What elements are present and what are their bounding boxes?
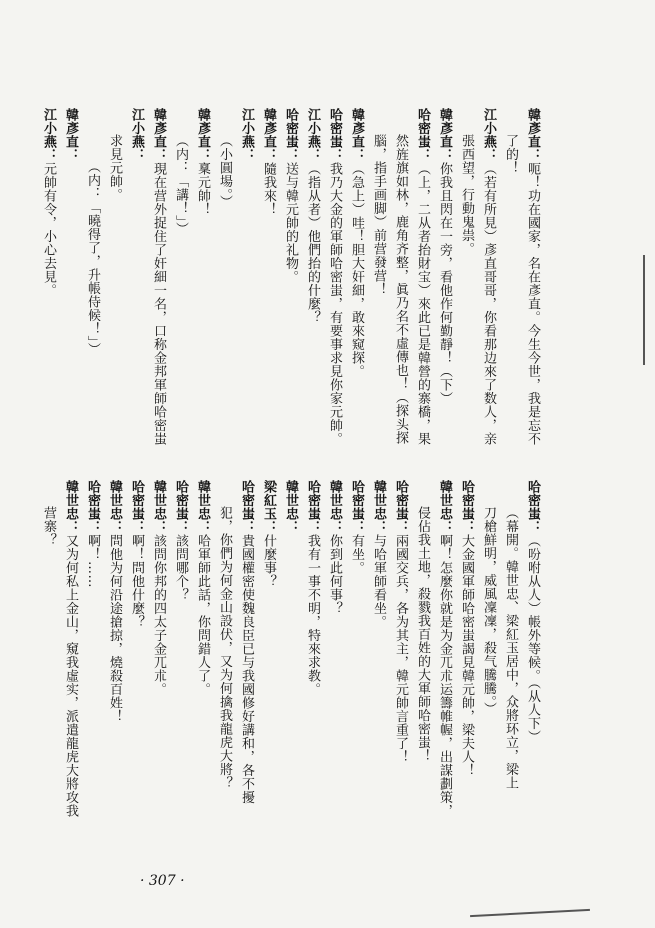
dialogue-text: 現在营外捉住了奸細一名，口称金邦軍師哈密蚩: [151, 162, 166, 446]
script-line: [323, 480, 345, 860]
dialogue-text: 兩國交兵，各为其主，韓元帥言重了！: [393, 534, 408, 764]
script-line: [345, 108, 367, 498]
dialogue-text: 啊！……: [85, 534, 100, 588]
speaker-name: 韓彥直：: [261, 108, 276, 162]
script-line: [147, 480, 169, 860]
dialogue-text: （指从者）他們抬的什麼？: [305, 162, 320, 324]
speaker-name: 韓世忠：: [327, 480, 342, 534]
script-top-section: [37, 108, 543, 498]
speaker-name: 韓彥直：: [151, 108, 166, 162]
script-line: [499, 108, 521, 498]
script-line: [521, 108, 543, 498]
dialogue-text: 侵佔我土地，殺戮我百姓的大軍師哈密蚩！: [415, 506, 430, 763]
script-line: [301, 108, 323, 498]
speaker-name: 江小燕：: [239, 108, 254, 162]
dialogue-text: （吩咐从人）帳外等候。（从人下）: [525, 534, 540, 744]
script-line: [103, 108, 125, 498]
dialogue-text: 你我且閃在一旁，看他作何勤靜！（下）: [437, 162, 452, 405]
dialogue-text: （若有所見）彥直哥哥，你看那边來了数人，亲: [481, 162, 496, 446]
script-line: [521, 480, 543, 860]
speaker-name: 江小燕：: [41, 108, 56, 162]
script-line: [499, 480, 521, 860]
script-line: [433, 480, 455, 860]
script-line: [367, 108, 389, 498]
speaker-name: 哈密蚩：: [349, 480, 364, 534]
script-line: [455, 480, 477, 860]
dialogue-text: 了的！: [503, 134, 518, 175]
speaker-name: 韓世忠：: [437, 480, 452, 534]
dialogue-text: 啊！怎麼你就是为金兀朮运籌帷幄，出謀劃策，: [437, 534, 452, 818]
script-line: [323, 108, 345, 498]
script-line: [279, 108, 301, 498]
script-line: [37, 108, 59, 498]
dialogue-text: 哈軍師此話，你問錯人了。: [195, 534, 210, 696]
script-bottom-section: [37, 480, 543, 860]
script-line: [125, 108, 147, 498]
script-line: [367, 480, 389, 860]
dialogue-text: （上，二从者抬財宝）來此已是韓營的寨橋，果: [415, 162, 430, 446]
script-line: [389, 480, 411, 860]
speaker-name: 江小燕：: [305, 108, 320, 162]
speaker-name: 韓世忠：: [371, 480, 386, 534]
speaker-name: 江小燕：: [481, 108, 496, 162]
speaker-name: 哈密蚩：: [415, 108, 430, 162]
script-line: [169, 480, 191, 860]
speaker-name: 哈密蚩：: [173, 480, 188, 534]
script-line: [81, 108, 103, 498]
dialogue-text: 啊！問他什麼？: [129, 534, 144, 629]
speaker-name: 哈密蚩：: [239, 480, 254, 534]
speaker-name: 韓彥直：: [63, 108, 78, 162]
page-number: · 307 ·: [140, 873, 185, 889]
dialogue-text: 又为何私上金山，窺我虛实，派遣龍虎大將攻我: [63, 534, 78, 818]
dialogue-text: 張西望，行動鬼祟。: [459, 134, 474, 256]
script-line: [59, 480, 81, 860]
script-line: [59, 108, 81, 498]
speaker-name: 哈密蚩：: [327, 108, 342, 162]
speaker-name: 韓彥直：: [195, 108, 210, 162]
dialogue-text: 該問哪个？: [173, 534, 188, 602]
script-line: [477, 480, 499, 860]
script-line: [411, 108, 433, 498]
script-line: [191, 480, 213, 860]
dialogue-text: 稟元帥！: [195, 162, 210, 216]
script-line: [389, 108, 411, 498]
script-line: [81, 480, 103, 860]
dialogue-text: （内：「講！」）: [173, 134, 188, 236]
script-line: [213, 480, 235, 860]
dialogue-text: 送与韓元帥的礼物。: [283, 162, 298, 284]
speaker-name: 韓彥直：: [437, 108, 452, 162]
script-line: [213, 108, 235, 498]
dialogue-text: 你到此何事？: [327, 534, 342, 615]
script-line: [125, 480, 147, 860]
dialogue-text: （内：「曉得了，升帳侍候！」）: [85, 160, 100, 356]
script-line: [257, 480, 279, 860]
dialogue-text: 什麼事？: [261, 534, 276, 588]
dialogue-text: 貴國權密使魏良臣已与我國修好講和，各不擾: [239, 534, 254, 804]
dialogue-text: 呃！功在國家，名在彥直。今生今世，我是忘不: [525, 162, 540, 446]
script-line: [103, 480, 125, 860]
speaker-name: 韓世忠：: [151, 480, 166, 534]
script-line: [279, 480, 301, 860]
dialogue-text: 与哈軍師看坐。: [371, 534, 386, 629]
script-line: [169, 108, 191, 498]
dialogue-text: （小圓場。）: [217, 134, 232, 209]
dialogue-text: 求見元帥。: [107, 134, 122, 202]
speaker-name: 韓彥直：: [349, 108, 364, 162]
script-line: [191, 108, 213, 498]
speaker-name: 哈密蚩：: [129, 480, 144, 534]
script-line: [477, 108, 499, 498]
speaker-name: 哈密蚩：: [85, 480, 100, 534]
scan-artifact-edge: [643, 255, 645, 365]
script-line: [433, 108, 455, 498]
script-line: [257, 108, 279, 498]
speaker-name: 哈密蚩：: [393, 480, 408, 534]
speaker-name: 韓世忠：: [63, 480, 78, 534]
dialogue-text: 大金國軍師哈密蚩謁見韓元帥，梁夫人！: [459, 534, 474, 777]
speaker-name: 韓世忠：: [107, 480, 122, 534]
speaker-name: 哈密蚩：: [283, 108, 298, 162]
speaker-name: 韓彥直：: [525, 108, 540, 162]
script-line: [411, 480, 433, 860]
speaker-name: 江小燕：: [129, 108, 144, 162]
script-line: [345, 480, 367, 860]
dialogue-text: 問他为何沿途搶掠，燒殺百姓！: [107, 534, 122, 723]
speaker-name: 哈密蚩：: [525, 480, 540, 534]
script-line: [235, 480, 257, 860]
script-line: [235, 108, 257, 498]
dialogue-text: 然旌旗如林，鹿角齐整，眞乃名不虛傳也！（探头探: [393, 134, 408, 445]
dialogue-text: 該問你邦的四太子金兀朮。: [151, 534, 166, 696]
speaker-name: 韓世忠：: [283, 480, 298, 534]
dialogue-text: （急上）哇！胆大奸細，敢來窥探。: [349, 162, 364, 378]
dialogue-text: 我有一事不明，特來求教。: [305, 534, 320, 696]
dialogue-text: 我乃大金的軍師哈密蚩，有要事求見你家元帥。: [327, 162, 342, 446]
script-line: [301, 480, 323, 860]
dialogue-text: 有坐。: [349, 534, 364, 575]
dialogue-text: 犯，你們为何金山設伏，又为何擒我龍虎大將？: [217, 506, 232, 790]
speaker-name: 哈密蚩：: [305, 480, 320, 534]
script-line: [37, 480, 59, 860]
speaker-name: 梁紅玉：: [261, 480, 276, 534]
dialogue-text: 营寨？: [41, 506, 56, 547]
dialogue-text: 腦，指手画脚）前营發营！: [371, 134, 386, 296]
script-line: [147, 108, 169, 498]
speaker-name: 哈密蚩：: [459, 480, 474, 534]
dialogue-text: 隨我來！: [261, 162, 276, 216]
dialogue-text: 刀槍鮮明，威風凜凜，殺气騰騰。）: [481, 506, 496, 716]
scan-artifact-line: [470, 909, 590, 917]
dialogue-text: 元帥有令，小心去見。: [41, 162, 56, 297]
script-line: [455, 108, 477, 498]
speaker-name: 韓世忠：: [195, 480, 210, 534]
dialogue-text: （幕開。韓世忠、梁紅玉居中，众將环立，梁上: [503, 506, 518, 790]
